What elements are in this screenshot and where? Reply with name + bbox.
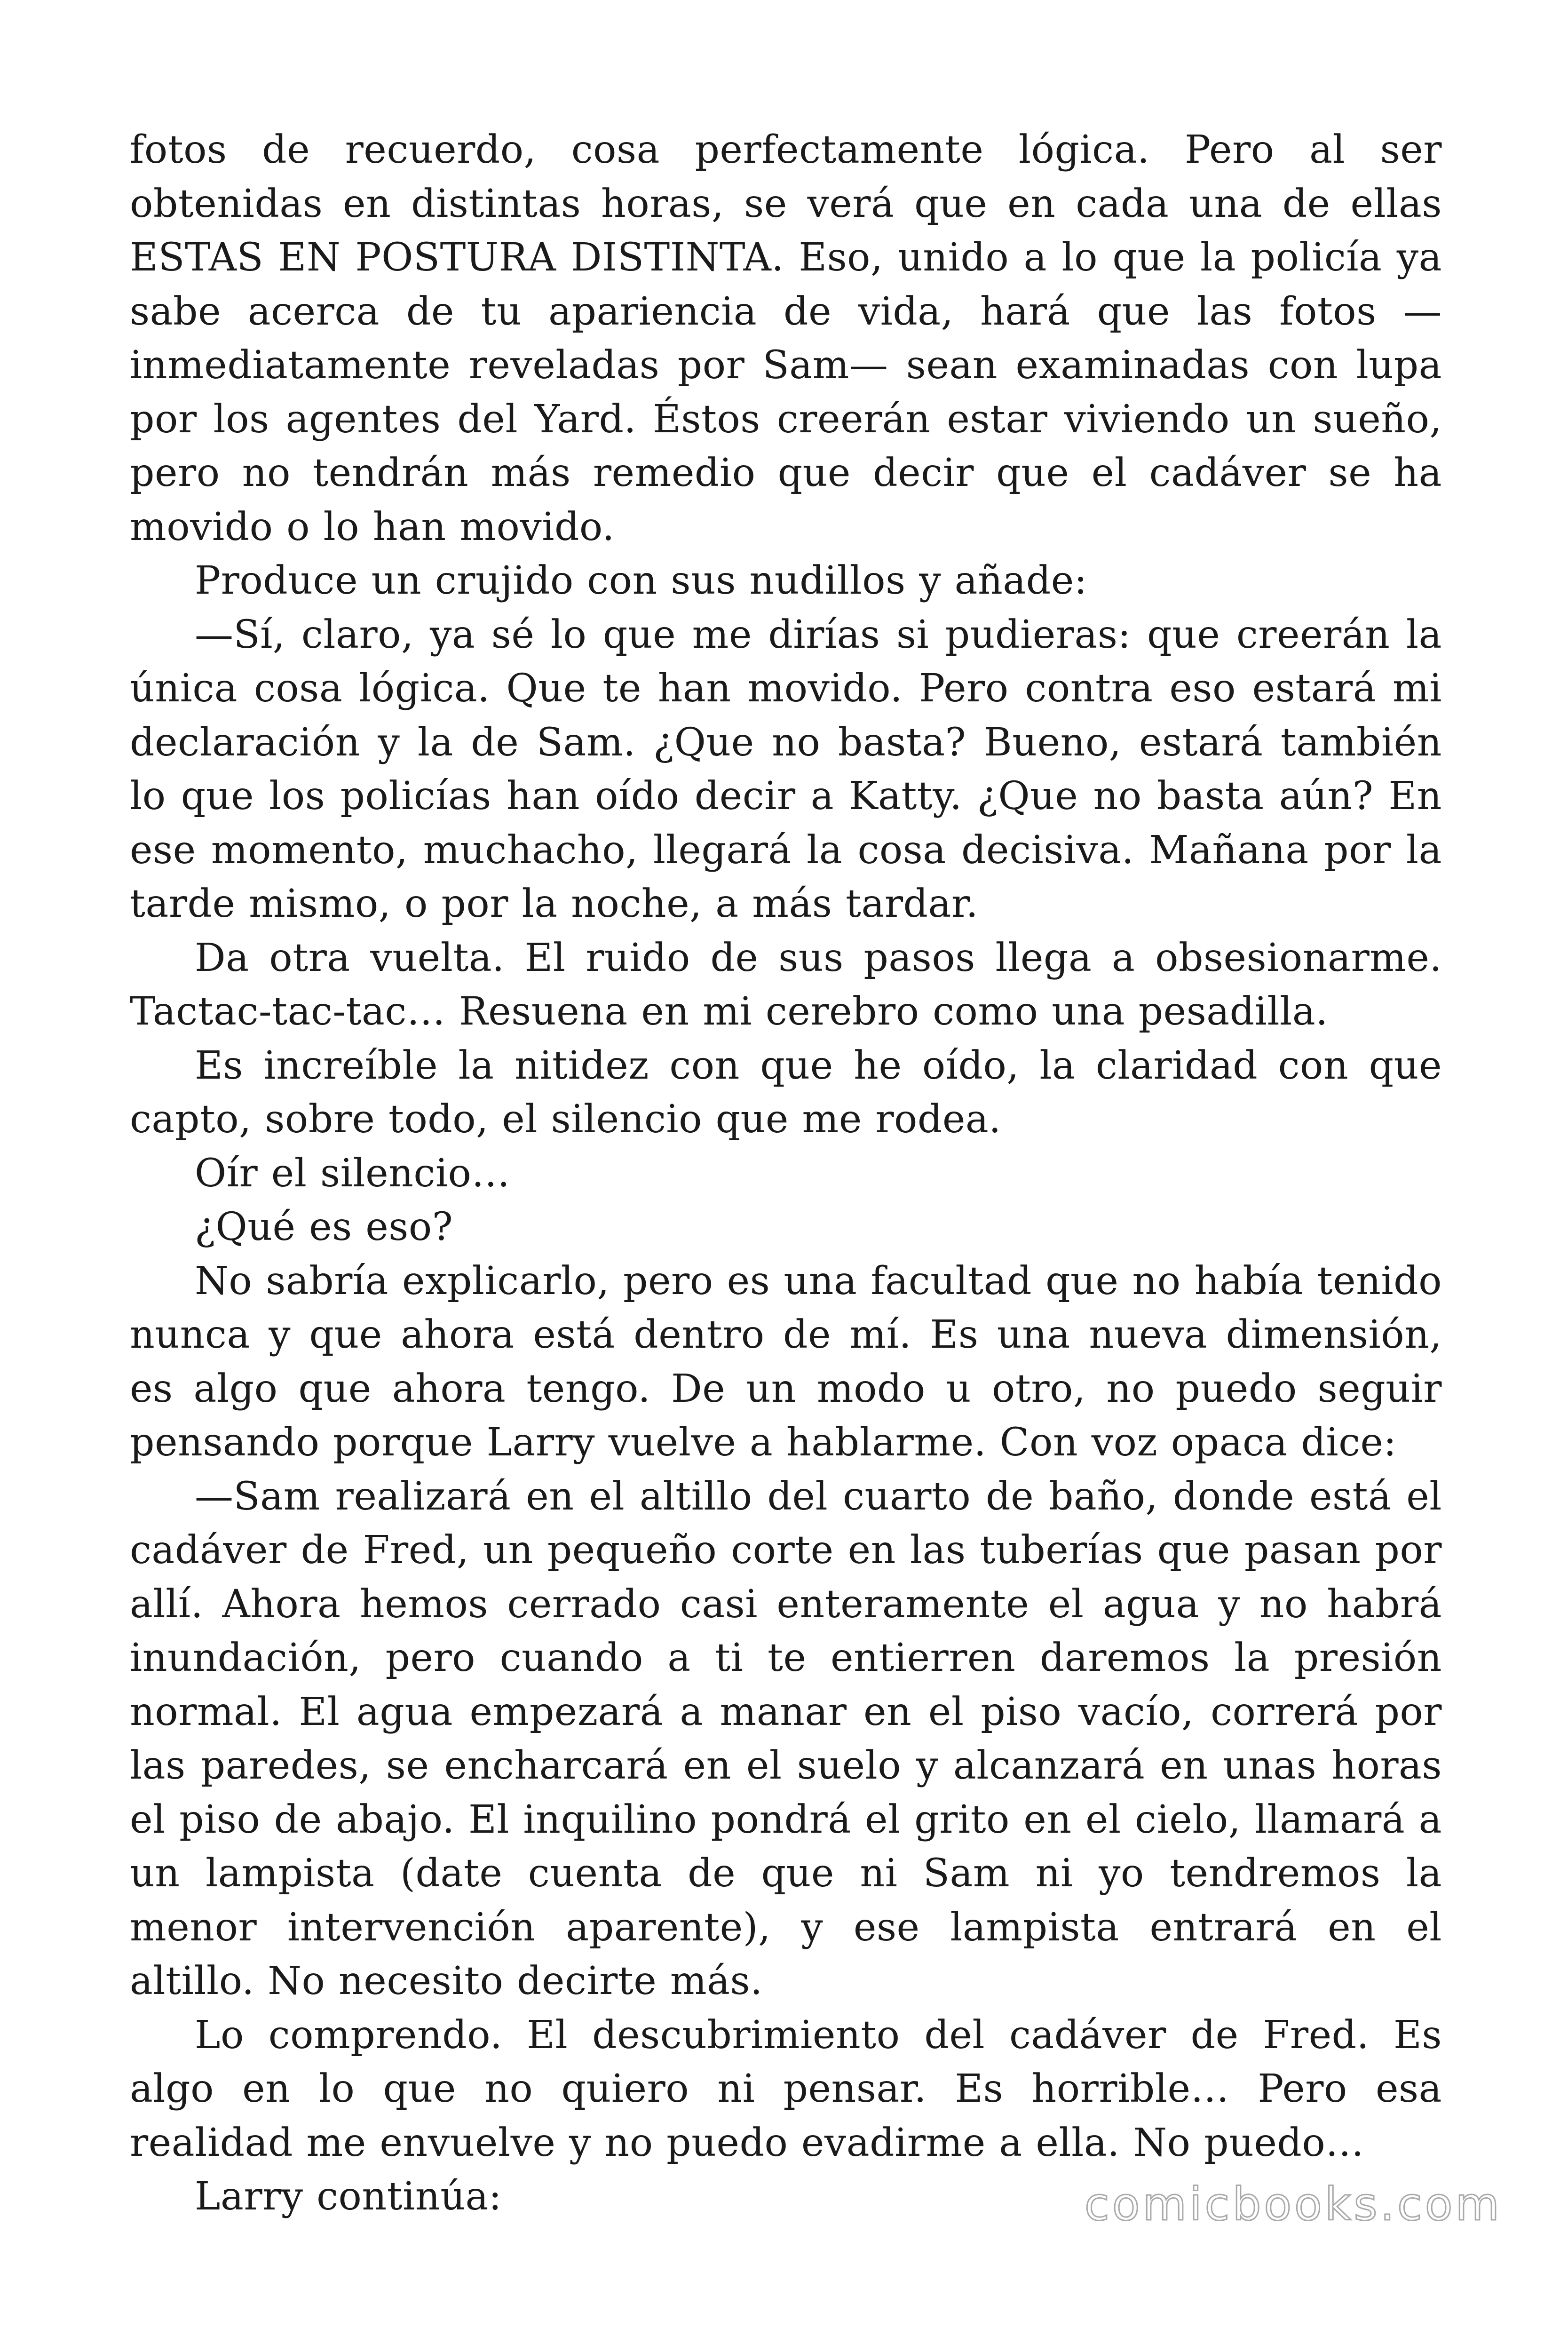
page-body-text: [130, 123, 1442, 2224]
paragraph: Produce un crujido con sus nudillos y añade:: [195, 558, 1087, 603]
dialogue-paragraph: —Sam realizará en el altillo del cuarto de baño, donde está el cadáver de Fred, un pequeño corte en las tuberías que pasan por allí. Ahora hemos cerrado casi enteramente el agua y no habrá inundación, pero cuando a ti te entierren daremos la presión normal. El agua empezará a manar en el piso vacío, correrá por las paredes, se encharcará en el suelo y alcanzará en unas horas el piso de abajo. El inquilino pondrá el grito en el cielo, llamará a un lampista (date cuenta de que ni Sam ni yo tendremos la menor intervención aparente), y ese lampista entrará en el altillo. No necesito decirte más.: [130, 1474, 1442, 2003]
paragraph: Lo comprendo. El descubrimiento del cadáver de Fred. Es algo en lo que no quiero ni pensar. Es horrible… Pero esa realidad me envuelve y no puedo evadirme a ella. No puedo…: [130, 2012, 1442, 2165]
paragraph: Oír el silencio…: [195, 1151, 510, 1196]
paragraph: Da otra vuelta. El ruido de sus pasos llega a obsesionarme. Tactac-tac-tac… Resuena en mi cerebro como una pesadilla.: [130, 935, 1442, 1034]
dialogue-paragraph: —Sí, claro, ya sé lo que me dirías si pudieras: que creerán la única cosa lógica. Que te han movido. Pero contra eso estará mi declaración y la de Sam. ¿Que no basta? Bueno, estará también lo que los policías han oído decir a Katty. ¿Que no basta aún? En ese momento, muchacho, llegará la cosa decisiva. Mañana por la tarde mismo, o por la noche, a más tardar.: [130, 612, 1442, 926]
paragraph-continuation: fotos de recuerdo, cosa perfectamente lógica. Pero al ser obtenidas en distintas horas, se verá que en cada una de ellas ESTAS EN POSTURA DISTINTA. Eso, unido a lo que la policía ya sabe acerca de tu apariencia de vida, hará que las fotos —inmediatamente reveladas por Sam— sean examinadas con lupa por los agentes del Yard. Éstos creerán estar viviendo un sueño, pero no tendrán más remedio que decir que el cadáver se ha movido o lo han movido.: [130, 127, 1442, 549]
paragraph: Es increíble la nitidez con que he oído, la claridad con que capto, sobre todo, el silencio que me rodea.: [130, 1043, 1442, 1142]
site-watermark: comicbooks.com: [1084, 2178, 1502, 2231]
paragraph: ¿Qué es eso?: [195, 1205, 453, 1249]
paragraph: No sabría explicarlo, pero es una facultad que no había tenido nunca y que ahora está dentro de mí. Es una nueva dimensión, es algo que ahora tengo. De un modo u otro, no puedo seguir pensando porque Larry vuelve a hablarme. Con voz opaca dice:: [130, 1258, 1442, 1465]
paragraph: Larry continúa:: [195, 2174, 502, 2219]
